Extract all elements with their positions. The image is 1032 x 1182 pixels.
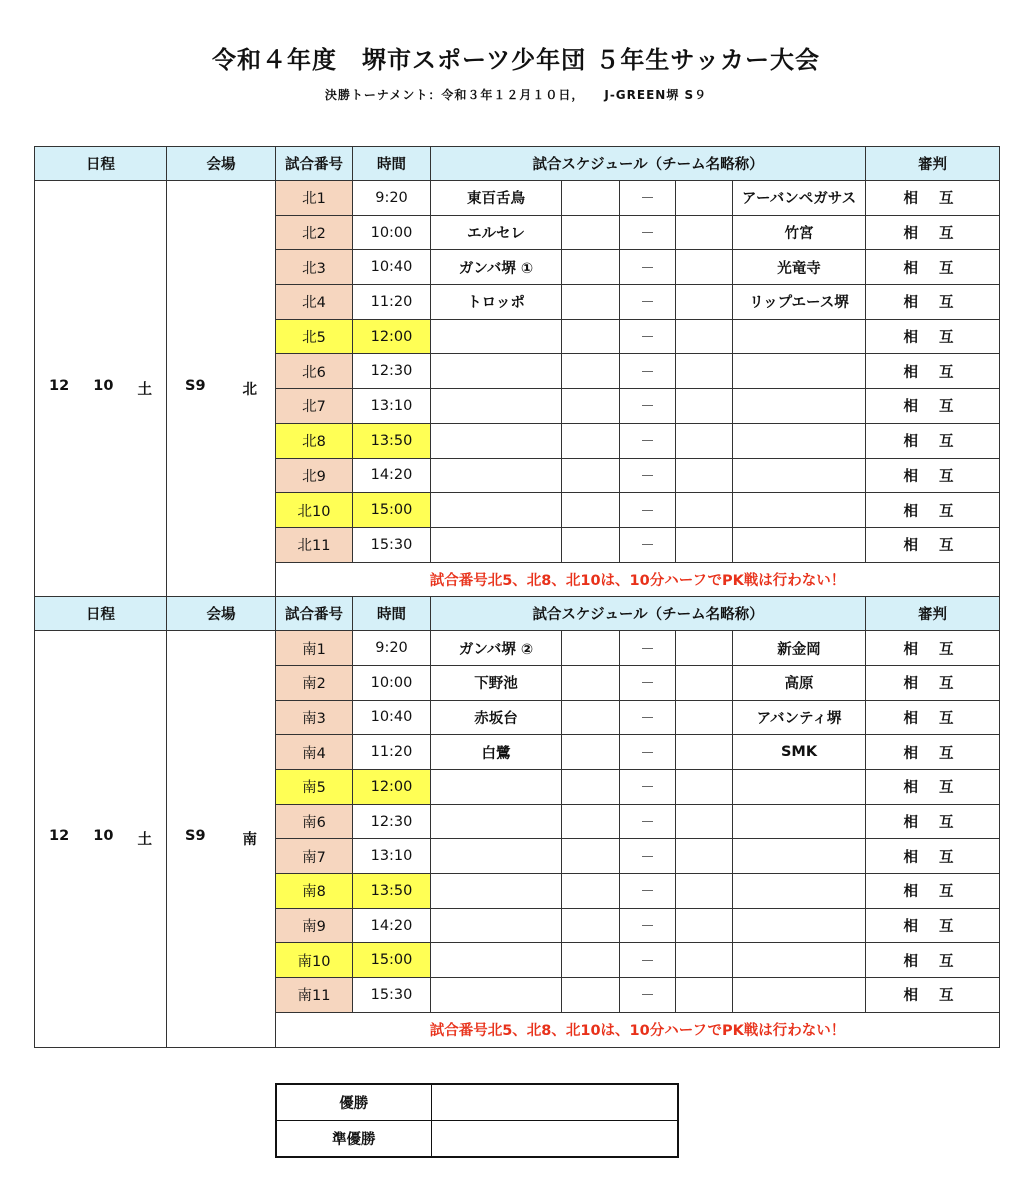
home-team: ガンバ堺 ② xyxy=(431,631,562,666)
home-score xyxy=(562,250,620,285)
match-no: 南9 xyxy=(276,908,353,943)
match-time: 12:30 xyxy=(353,354,431,389)
header-venue: 会場 xyxy=(167,147,276,181)
score-dash: － xyxy=(620,181,676,216)
header-date: 日程 xyxy=(35,597,167,631)
referee: 相 互 xyxy=(866,181,1000,216)
away-score xyxy=(676,215,733,250)
away-team xyxy=(733,527,866,562)
score-dash: － xyxy=(620,215,676,250)
away-team: 高原 xyxy=(733,665,866,700)
runner-up-row xyxy=(276,1121,678,1158)
runner-up-label: 準優勝 xyxy=(276,1121,431,1158)
away-score xyxy=(676,354,733,389)
home-score xyxy=(562,735,620,770)
winner-label: 優勝 xyxy=(276,1084,431,1121)
score-dash: － xyxy=(620,631,676,666)
away-score xyxy=(676,250,733,285)
match-time: 13:10 xyxy=(353,839,431,874)
home-team xyxy=(431,423,562,458)
referee: 相 互 xyxy=(866,874,1000,909)
away-score xyxy=(676,978,733,1013)
away-score xyxy=(676,804,733,839)
match-time: 15:30 xyxy=(353,978,431,1013)
winner-row xyxy=(276,1084,678,1121)
away-score xyxy=(676,423,733,458)
home-score xyxy=(562,285,620,320)
match-time: 14:20 xyxy=(353,908,431,943)
score-dash: － xyxy=(620,250,676,285)
away-score xyxy=(676,770,733,805)
north-venue-side: 北 xyxy=(242,382,257,399)
referee: 相 互 xyxy=(866,458,1000,493)
home-team xyxy=(431,978,562,1013)
home-team xyxy=(431,839,562,874)
match-no: 南7 xyxy=(276,839,353,874)
home-team xyxy=(431,458,562,493)
home-team: 赤坂台 xyxy=(431,700,562,735)
away-team xyxy=(733,423,866,458)
winner-value xyxy=(431,1084,678,1121)
away-team xyxy=(733,458,866,493)
north-date-day: 10 xyxy=(93,378,114,395)
south-venue-side: 南 xyxy=(242,832,257,849)
home-score xyxy=(562,527,620,562)
south-date-cell xyxy=(35,631,167,1047)
away-score xyxy=(676,874,733,909)
south-date-month: 12 xyxy=(49,828,70,845)
away-team: アーバンペガサス xyxy=(733,181,866,216)
away-team: 光竜寺 xyxy=(733,250,866,285)
score-dash: － xyxy=(620,389,676,424)
match-time: 9:20 xyxy=(353,631,431,666)
north-header-row xyxy=(35,147,1000,181)
referee: 相 互 xyxy=(866,839,1000,874)
north-date-cell xyxy=(35,181,167,597)
match-time: 10:40 xyxy=(353,250,431,285)
away-score xyxy=(676,319,733,354)
away-team: アバンティ堺 xyxy=(733,700,866,735)
away-team xyxy=(733,839,866,874)
header-venue: 会場 xyxy=(167,597,276,631)
score-dash: － xyxy=(620,354,676,389)
home-score xyxy=(562,354,620,389)
home-score xyxy=(562,631,620,666)
results-table xyxy=(275,1083,679,1158)
home-score xyxy=(562,839,620,874)
north-date-month: 12 xyxy=(49,378,70,395)
home-score xyxy=(562,908,620,943)
referee: 相 互 xyxy=(866,250,1000,285)
home-score xyxy=(562,493,620,528)
score-dash: － xyxy=(620,458,676,493)
match-no: 北11 xyxy=(276,527,353,562)
referee: 相 互 xyxy=(866,215,1000,250)
home-team xyxy=(431,493,562,528)
home-team xyxy=(431,874,562,909)
north-venue-field: S9 xyxy=(185,378,206,395)
match-no: 北8 xyxy=(276,423,353,458)
referee: 相 互 xyxy=(866,770,1000,805)
match-time: 10:00 xyxy=(353,665,431,700)
match-no: 北1 xyxy=(276,181,353,216)
away-score xyxy=(676,181,733,216)
score-dash: － xyxy=(620,285,676,320)
home-score xyxy=(562,804,620,839)
header-referee: 審判 xyxy=(866,597,1000,631)
home-team xyxy=(431,527,562,562)
match-time: 12:00 xyxy=(353,770,431,805)
away-team: リップエース堺 xyxy=(733,285,866,320)
match-time: 15:00 xyxy=(353,943,431,978)
home-team xyxy=(431,804,562,839)
match-no: 南3 xyxy=(276,700,353,735)
away-score xyxy=(676,735,733,770)
away-team xyxy=(733,389,866,424)
away-score xyxy=(676,631,733,666)
score-dash: － xyxy=(620,493,676,528)
score-dash: － xyxy=(620,423,676,458)
match-time: 14:20 xyxy=(353,458,431,493)
match-no: 北9 xyxy=(276,458,353,493)
score-dash: － xyxy=(620,735,676,770)
home-team xyxy=(431,943,562,978)
match-no: 南4 xyxy=(276,735,353,770)
south-date-weekday: 土 xyxy=(137,832,152,849)
referee: 相 互 xyxy=(866,389,1000,424)
match-time: 15:30 xyxy=(353,527,431,562)
header-time: 時間 xyxy=(353,597,431,631)
away-score xyxy=(676,493,733,528)
home-team xyxy=(431,389,562,424)
home-score xyxy=(562,458,620,493)
south-date-day: 10 xyxy=(93,828,114,845)
south-venue-field: S9 xyxy=(185,828,206,845)
north-note: 試合番号北5、北8、北10は、10分ハーフでPK戦は行わない！ xyxy=(276,562,1000,597)
score-dash: － xyxy=(620,943,676,978)
home-score xyxy=(562,943,620,978)
referee: 相 互 xyxy=(866,493,1000,528)
score-dash: － xyxy=(620,527,676,562)
match-no: 南8 xyxy=(276,874,353,909)
north-venue-cell xyxy=(167,181,276,597)
score-dash: － xyxy=(620,839,676,874)
away-team xyxy=(733,493,866,528)
referee: 相 互 xyxy=(866,527,1000,562)
home-team xyxy=(431,319,562,354)
away-team xyxy=(733,908,866,943)
referee: 相 互 xyxy=(866,319,1000,354)
match-no: 南5 xyxy=(276,770,353,805)
home-team: 東百舌鳥 xyxy=(431,181,562,216)
referee: 相 互 xyxy=(866,735,1000,770)
away-team xyxy=(733,874,866,909)
table-row xyxy=(35,631,1000,666)
home-team xyxy=(431,354,562,389)
away-score xyxy=(676,665,733,700)
home-score xyxy=(562,700,620,735)
score-dash: － xyxy=(620,804,676,839)
away-team xyxy=(733,319,866,354)
referee: 相 互 xyxy=(866,943,1000,978)
match-time: 11:20 xyxy=(353,285,431,320)
away-team: SMK xyxy=(733,735,866,770)
match-time: 12:30 xyxy=(353,804,431,839)
match-no: 北6 xyxy=(276,354,353,389)
score-dash: － xyxy=(620,908,676,943)
score-dash: － xyxy=(620,665,676,700)
home-score xyxy=(562,874,620,909)
away-score xyxy=(676,527,733,562)
match-time: 13:50 xyxy=(353,423,431,458)
away-team xyxy=(733,804,866,839)
away-team: 竹宮 xyxy=(733,215,866,250)
home-team: エルセレ xyxy=(431,215,562,250)
away-team xyxy=(733,770,866,805)
referee: 相 互 xyxy=(866,804,1000,839)
match-time: 10:40 xyxy=(353,700,431,735)
match-no: 南1 xyxy=(276,631,353,666)
header-schedule: 試合スケジュール（チーム名略称） xyxy=(431,597,866,631)
header-schedule: 試合スケジュール（チーム名略称） xyxy=(431,147,866,181)
north-date-weekday: 土 xyxy=(137,382,152,399)
score-dash: － xyxy=(620,978,676,1013)
referee: 相 互 xyxy=(866,700,1000,735)
score-dash: － xyxy=(620,874,676,909)
match-no: 北10 xyxy=(276,493,353,528)
match-time: 12:00 xyxy=(353,319,431,354)
away-team xyxy=(733,943,866,978)
score-dash: － xyxy=(620,770,676,805)
away-score xyxy=(676,285,733,320)
header-match-no: 試合番号 xyxy=(276,597,353,631)
home-team xyxy=(431,908,562,943)
match-time: 11:20 xyxy=(353,735,431,770)
away-score xyxy=(676,458,733,493)
home-team: トロッポ xyxy=(431,285,562,320)
page-title: 令和４年度 堺市スポーツ少年団 ５年生サッカー大会 xyxy=(212,46,820,74)
referee: 相 互 xyxy=(866,978,1000,1013)
score-dash: － xyxy=(620,700,676,735)
table-row xyxy=(35,181,1000,216)
home-score xyxy=(562,423,620,458)
match-no: 南6 xyxy=(276,804,353,839)
home-score xyxy=(562,389,620,424)
away-score xyxy=(676,839,733,874)
referee: 相 互 xyxy=(866,631,1000,666)
match-no: 北4 xyxy=(276,285,353,320)
schedule-table xyxy=(34,146,1000,1048)
away-team: 新金岡 xyxy=(733,631,866,666)
match-no: 北3 xyxy=(276,250,353,285)
away-team xyxy=(733,354,866,389)
header-time: 時間 xyxy=(353,147,431,181)
page-subtitle: 決勝トーナメント：令和３年１２月１０日， J-GREEN堺 S９ xyxy=(324,88,708,102)
match-no: 南11 xyxy=(276,978,353,1013)
score-dash: － xyxy=(620,319,676,354)
header-referee: 審判 xyxy=(866,147,1000,181)
away-score xyxy=(676,700,733,735)
away-score xyxy=(676,389,733,424)
home-team: 白鷺 xyxy=(431,735,562,770)
away-score xyxy=(676,908,733,943)
home-team xyxy=(431,770,562,805)
referee: 相 互 xyxy=(866,665,1000,700)
away-team xyxy=(733,978,866,1013)
match-no: 北7 xyxy=(276,389,353,424)
match-no: 南10 xyxy=(276,943,353,978)
match-no: 南2 xyxy=(276,665,353,700)
home-score xyxy=(562,665,620,700)
away-score xyxy=(676,943,733,978)
home-team: 下野池 xyxy=(431,665,562,700)
match-no: 北2 xyxy=(276,215,353,250)
home-score xyxy=(562,181,620,216)
header-date: 日程 xyxy=(35,147,167,181)
match-time: 13:50 xyxy=(353,874,431,909)
match-time: 13:10 xyxy=(353,389,431,424)
referee: 相 互 xyxy=(866,908,1000,943)
home-score xyxy=(562,215,620,250)
home-score xyxy=(562,770,620,805)
match-time: 10:00 xyxy=(353,215,431,250)
referee: 相 互 xyxy=(866,423,1000,458)
header-match-no: 試合番号 xyxy=(276,147,353,181)
south-header-row xyxy=(35,597,1000,631)
home-score xyxy=(562,978,620,1013)
referee: 相 互 xyxy=(866,285,1000,320)
south-note: 試合番号北5、北8、北10は、10分ハーフでPK戦は行わない！ xyxy=(276,1012,1000,1047)
home-score xyxy=(562,319,620,354)
south-venue-cell xyxy=(167,631,276,1047)
home-team: ガンバ堺 ① xyxy=(431,250,562,285)
match-time: 15:00 xyxy=(353,493,431,528)
match-no: 北5 xyxy=(276,319,353,354)
runner-up-value xyxy=(431,1121,678,1158)
match-time: 9:20 xyxy=(353,181,431,216)
referee: 相 互 xyxy=(866,354,1000,389)
